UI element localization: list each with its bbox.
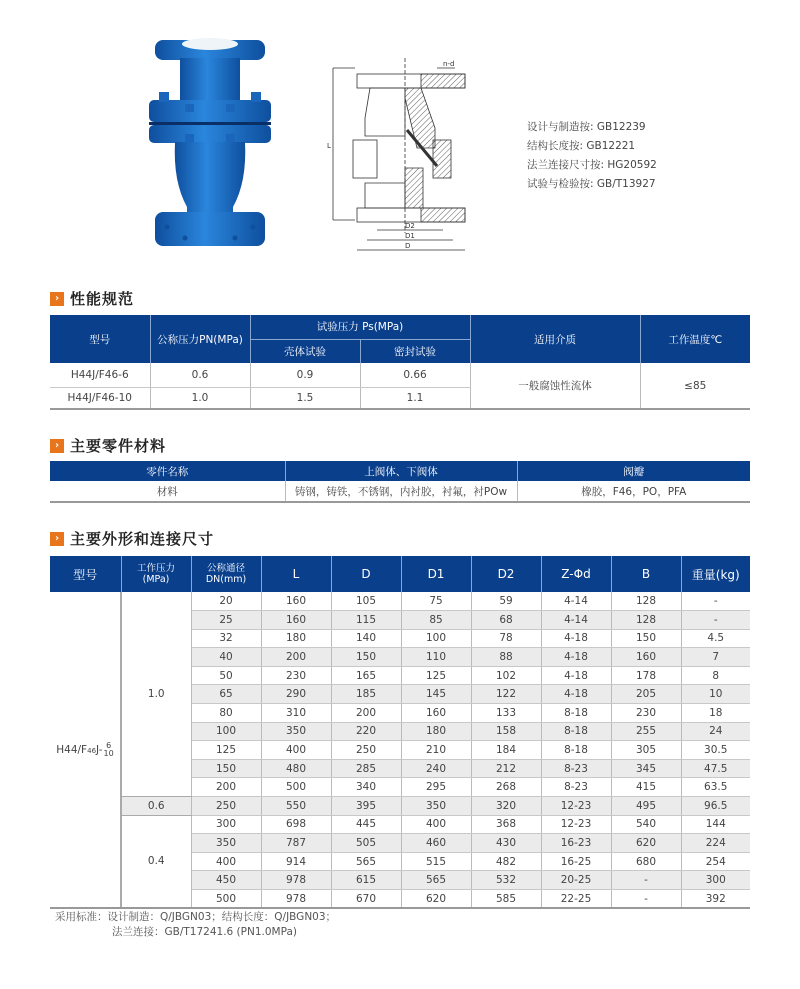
dim-label-D: D bbox=[405, 242, 411, 250]
cell-L: 160 bbox=[261, 611, 331, 630]
cell-D1: 350 bbox=[401, 797, 471, 816]
cell-dn: 500 bbox=[191, 890, 261, 909]
cell-medium: 一般腐蚀性流体 bbox=[470, 363, 640, 409]
dim-label-D1: D1 bbox=[405, 232, 415, 240]
cell-D1: 620 bbox=[401, 890, 471, 909]
cell-D: 565 bbox=[331, 852, 401, 871]
cell-Zd: 8-23 bbox=[541, 759, 611, 778]
cell-shell: 1.5 bbox=[250, 387, 360, 409]
cell-D: 115 bbox=[331, 611, 401, 630]
header-L: L bbox=[261, 556, 331, 592]
cell-B: 230 bbox=[611, 704, 681, 723]
cell-L: 480 bbox=[261, 759, 331, 778]
cell-D1: 110 bbox=[401, 648, 471, 667]
cell-D2: 133 bbox=[471, 704, 541, 723]
cell-D2: 88 bbox=[471, 648, 541, 667]
cell-D2: 68 bbox=[471, 611, 541, 630]
cell-D: 200 bbox=[331, 704, 401, 723]
cell-D: 505 bbox=[331, 834, 401, 853]
cell-weight: 144 bbox=[681, 815, 750, 834]
dimensions-table bbox=[50, 556, 750, 909]
cell-disc-material: 橡胶，F46，PO，PFA bbox=[517, 481, 750, 502]
cell-L: 230 bbox=[261, 666, 331, 685]
cell-L: 160 bbox=[261, 592, 331, 611]
cell-D1: 240 bbox=[401, 759, 471, 778]
cell-D2: 368 bbox=[471, 815, 541, 834]
header-pn: 公称压力PN(MPa) bbox=[150, 315, 250, 363]
cell-B: 128 bbox=[611, 611, 681, 630]
cell-D2: 430 bbox=[471, 834, 541, 853]
cell-B: 160 bbox=[611, 648, 681, 667]
cell-B: 620 bbox=[611, 834, 681, 853]
cell-shell: 0.9 bbox=[250, 363, 360, 387]
cell-D1: 565 bbox=[401, 871, 471, 890]
cell-Zd: 22-25 bbox=[541, 890, 611, 909]
cell-body-material: 铸钢，铸铁，不锈钢，内衬胶，衬氟，衬POw bbox=[285, 481, 517, 502]
cell-pressure: 0.4 bbox=[121, 815, 191, 908]
table-row bbox=[50, 797, 750, 816]
cell-L: 698 bbox=[261, 815, 331, 834]
header-Zd: Z-Φd bbox=[541, 556, 611, 592]
cell-dn: 250 bbox=[191, 797, 261, 816]
cell-weight: 4.5 bbox=[681, 629, 750, 648]
cell-D1: 295 bbox=[401, 778, 471, 797]
table-row bbox=[50, 815, 750, 834]
cell-B: 305 bbox=[611, 741, 681, 760]
cell-D: 220 bbox=[331, 722, 401, 741]
cell-D2: 184 bbox=[471, 741, 541, 760]
cell-Zd: 8-23 bbox=[541, 778, 611, 797]
cell-Zd: 12-23 bbox=[541, 815, 611, 834]
cell-D: 185 bbox=[331, 685, 401, 704]
cell-D: 285 bbox=[331, 759, 401, 778]
header-dn-line1: 公称通径 bbox=[206, 563, 245, 574]
footnote-line1: 采用标准：设计制造：Q/JBGN03；结构长度：Q/JBGN03； bbox=[55, 911, 337, 923]
header-seal-test: 密封试验 bbox=[360, 339, 470, 363]
performance-table bbox=[50, 315, 750, 410]
header-pressure bbox=[121, 556, 191, 592]
cell-temp: ≤85 bbox=[640, 363, 750, 409]
cell-B: 178 bbox=[611, 666, 681, 685]
cell-B: 150 bbox=[611, 629, 681, 648]
cell-weight: 254 bbox=[681, 852, 750, 871]
cell-D1: 400 bbox=[401, 815, 471, 834]
cell-B: - bbox=[611, 890, 681, 909]
cell-D: 395 bbox=[331, 797, 401, 816]
cell-L: 978 bbox=[261, 890, 331, 909]
cell-L: 350 bbox=[261, 722, 331, 741]
cell-dn: 20 bbox=[191, 592, 261, 611]
cell-D: 250 bbox=[331, 741, 401, 760]
header-pressure-line2: (MPa) bbox=[142, 574, 170, 585]
cell-D2: 59 bbox=[471, 592, 541, 611]
cell-dn: 450 bbox=[191, 871, 261, 890]
cell-L: 400 bbox=[261, 741, 331, 760]
valve-product-photo bbox=[145, 32, 275, 254]
cell-Zd: 16-23 bbox=[541, 834, 611, 853]
header-D: D bbox=[331, 556, 401, 592]
dim-label-D2: D2 bbox=[405, 222, 415, 230]
cell-B: 345 bbox=[611, 759, 681, 778]
header-medium: 适用介质 bbox=[470, 315, 640, 363]
header-dn-line2: DN(mm) bbox=[205, 574, 247, 585]
standard-flange: 法兰连接尺寸按: HG20592 bbox=[527, 159, 657, 171]
valve-cross-section-drawing bbox=[325, 58, 475, 258]
cell-L: 200 bbox=[261, 648, 331, 667]
cell-D1: 145 bbox=[401, 685, 471, 704]
cell-pressure: 1.0 bbox=[121, 592, 191, 797]
standards-list bbox=[527, 118, 657, 194]
cell-B: 495 bbox=[611, 797, 681, 816]
cell-B: 680 bbox=[611, 852, 681, 871]
cell-weight: 300 bbox=[681, 871, 750, 890]
cell-dn: 400 bbox=[191, 852, 261, 871]
cell-Zd: 4-14 bbox=[541, 592, 611, 611]
header-B: B bbox=[611, 556, 681, 592]
cell-weight: 96.5 bbox=[681, 797, 750, 816]
cell-D2: 102 bbox=[471, 666, 541, 685]
cell-D2: 212 bbox=[471, 759, 541, 778]
materials-table bbox=[50, 461, 750, 503]
header-temp: 工作温度℃ bbox=[640, 315, 750, 363]
cell-L: 978 bbox=[261, 871, 331, 890]
cell-D1: 125 bbox=[401, 666, 471, 685]
cell-L: 787 bbox=[261, 834, 331, 853]
cell-model: H44J/F46-10 bbox=[50, 387, 150, 409]
cell-weight: 47.5 bbox=[681, 759, 750, 778]
cell-D: 445 bbox=[331, 815, 401, 834]
cell-D1: 180 bbox=[401, 722, 471, 741]
cell-Zd: 4-18 bbox=[541, 666, 611, 685]
standard-length: 结构长度按: GB12221 bbox=[527, 140, 636, 152]
header-model: 型号 bbox=[50, 315, 150, 363]
cell-weight: - bbox=[681, 592, 750, 611]
cell-dn: 125 bbox=[191, 741, 261, 760]
cell-B: 540 bbox=[611, 815, 681, 834]
cell-dn: 200 bbox=[191, 778, 261, 797]
cell-seal: 0.66 bbox=[360, 363, 470, 387]
cell-weight: 63.5 bbox=[681, 778, 750, 797]
cell-weight: 7 bbox=[681, 648, 750, 667]
cell-Zd: 8-18 bbox=[541, 741, 611, 760]
table-row bbox=[50, 592, 750, 611]
header-body: 上阀体、下阀体 bbox=[285, 461, 517, 481]
cell-dn: 65 bbox=[191, 685, 261, 704]
cell-model: H44/F46J- 6 10 bbox=[50, 592, 121, 908]
cell-L: 290 bbox=[261, 685, 331, 704]
cell-D2: 78 bbox=[471, 629, 541, 648]
footnote-line2: 法兰连接：GB/T17241.6 (PN1.0MPa) bbox=[112, 926, 297, 938]
footnote bbox=[55, 910, 336, 940]
cell-pn: 0.6 bbox=[150, 363, 250, 387]
cell-D1: 75 bbox=[401, 592, 471, 611]
header-disc: 阀瓣 bbox=[517, 461, 750, 481]
cell-L: 914 bbox=[261, 852, 331, 871]
table-row bbox=[50, 481, 750, 502]
cell-weight: 18 bbox=[681, 704, 750, 723]
cell-L: 180 bbox=[261, 629, 331, 648]
cell-weight: 30.5 bbox=[681, 741, 750, 760]
cell-Zd: 4-18 bbox=[541, 648, 611, 667]
cell-D1: 85 bbox=[401, 611, 471, 630]
cell-model: H44J/F46-6 bbox=[50, 363, 150, 387]
cell-B: 205 bbox=[611, 685, 681, 704]
cell-B: 255 bbox=[611, 722, 681, 741]
cell-D: 105 bbox=[331, 592, 401, 611]
cell-dn: 32 bbox=[191, 629, 261, 648]
cell-D: 340 bbox=[331, 778, 401, 797]
cell-seal: 1.1 bbox=[360, 387, 470, 409]
cell-dn: 100 bbox=[191, 722, 261, 741]
section-title-text: 主要零件材料 bbox=[70, 437, 167, 455]
cell-Zd: 4-18 bbox=[541, 685, 611, 704]
cell-Zd: 4-18 bbox=[541, 629, 611, 648]
cell-dn: 300 bbox=[191, 815, 261, 834]
section-title-materials bbox=[50, 435, 166, 456]
cell-B: 415 bbox=[611, 778, 681, 797]
cell-D: 140 bbox=[331, 629, 401, 648]
cell-Zd: 8-18 bbox=[541, 722, 611, 741]
cell-dn: 80 bbox=[191, 704, 261, 723]
cell-D: 150 bbox=[331, 648, 401, 667]
cell-D2: 158 bbox=[471, 722, 541, 741]
cell-dn: 50 bbox=[191, 666, 261, 685]
cell-D2: 482 bbox=[471, 852, 541, 871]
dim-label-nd: n-d bbox=[443, 60, 455, 68]
cell-D2: 268 bbox=[471, 778, 541, 797]
cell-D1: 160 bbox=[401, 704, 471, 723]
cell-weight: 24 bbox=[681, 722, 750, 741]
header-dn bbox=[191, 556, 261, 592]
section-title-dimensions bbox=[50, 528, 214, 549]
standard-test: 试验与检验按: GB/T13927 bbox=[527, 178, 656, 190]
cell-weight: 392 bbox=[681, 890, 750, 909]
header-weight: 重量(kg) bbox=[681, 556, 750, 592]
cell-D2: 320 bbox=[471, 797, 541, 816]
header-part-name: 零件名称 bbox=[50, 461, 285, 481]
header-D2: D2 bbox=[471, 556, 541, 592]
cell-D1: 515 bbox=[401, 852, 471, 871]
cell-D1: 100 bbox=[401, 629, 471, 648]
cell-D2: 532 bbox=[471, 871, 541, 890]
cell-weight: - bbox=[681, 611, 750, 630]
cell-Zd: 16-25 bbox=[541, 852, 611, 871]
cell-dn: 25 bbox=[191, 611, 261, 630]
cell-Zd: 12-23 bbox=[541, 797, 611, 816]
table-row bbox=[50, 363, 750, 387]
dim-label-L: L bbox=[327, 142, 331, 150]
cell-D1: 460 bbox=[401, 834, 471, 853]
cell-dn: 350 bbox=[191, 834, 261, 853]
cell-material-label: 材料 bbox=[50, 481, 285, 502]
cell-B: - bbox=[611, 871, 681, 890]
section-title-text: 性能规范 bbox=[70, 290, 135, 308]
cell-Zd: 20-25 bbox=[541, 871, 611, 890]
cell-L: 310 bbox=[261, 704, 331, 723]
cell-D: 615 bbox=[331, 871, 401, 890]
cell-Zd: 4-14 bbox=[541, 611, 611, 630]
section-title-text: 主要外形和连接尺寸 bbox=[70, 530, 215, 548]
chevron-right-icon: › bbox=[50, 439, 64, 453]
cell-D: 165 bbox=[331, 666, 401, 685]
section-title-performance bbox=[50, 288, 134, 309]
cell-dn: 150 bbox=[191, 759, 261, 778]
cell-D: 670 bbox=[331, 890, 401, 909]
cell-pn: 1.0 bbox=[150, 387, 250, 409]
header-test-pressure: 试验压力 Ps(MPa) bbox=[250, 315, 470, 339]
cell-weight: 10 bbox=[681, 685, 750, 704]
cell-pressure: 0.6 bbox=[121, 797, 191, 816]
cell-L: 550 bbox=[261, 797, 331, 816]
header-pressure-line1: 工作压力 bbox=[136, 563, 175, 574]
header-shell-test: 壳体试验 bbox=[250, 339, 360, 363]
cell-L: 500 bbox=[261, 778, 331, 797]
cell-weight: 224 bbox=[681, 834, 750, 853]
cell-D2: 585 bbox=[471, 890, 541, 909]
cell-D2: 122 bbox=[471, 685, 541, 704]
header-D1: D1 bbox=[401, 556, 471, 592]
chevron-right-icon: › bbox=[50, 532, 64, 546]
cell-Zd: 8-18 bbox=[541, 704, 611, 723]
cell-D1: 210 bbox=[401, 741, 471, 760]
header-model: 型号 bbox=[50, 556, 121, 592]
cell-dn: 40 bbox=[191, 648, 261, 667]
cell-B: 128 bbox=[611, 592, 681, 611]
standard-design: 设计与制造按: GB12239 bbox=[527, 121, 646, 133]
cell-weight: 8 bbox=[681, 666, 750, 685]
chevron-right-icon: › bbox=[50, 292, 64, 306]
